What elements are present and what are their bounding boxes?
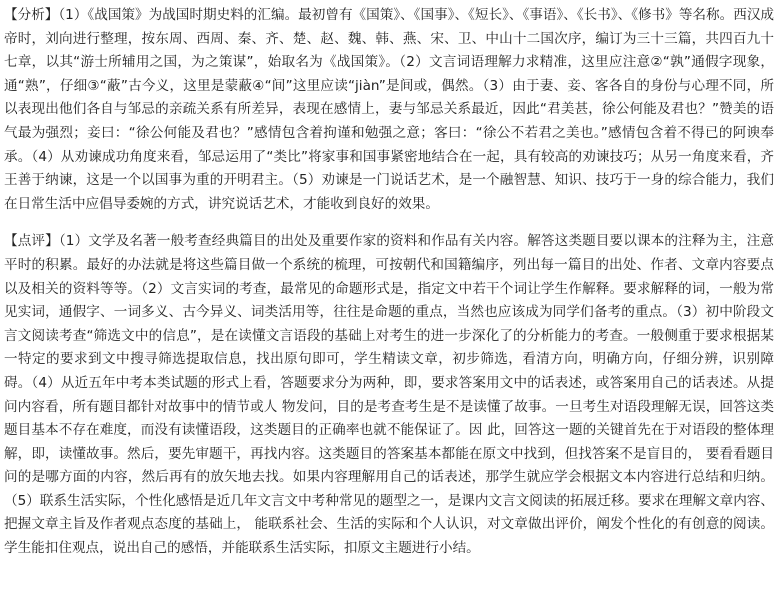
comment-tag: 【点评】	[4, 233, 59, 250]
analysis-tag: 【分析】	[4, 7, 59, 23]
section-spacer	[4, 216, 774, 230]
comment-section	[4, 230, 774, 560]
comment-text: （1）文学及名著一般考查经典篇目的出处及重要作家的资料和作品有关内容。解答这类题目要以课本的注释为主，注意平时的积累。最好的办法就是将这些篇目做一个系统的梳理，可按朝代和国籍编序，列出每一篇目的出处、作者、文章内容要点以及相关的资料等等。（2）文言实词的考查，最常见的命题形式是，指定文中若干个词让学生作解释。要求解释的词，一般为常见实词，通假字、一词多义、古今异义、词类活用等，往往是命题的重点，当然也应该成为同学们备考的重点。（3）初中阶段文言文阅读考查“筛选文中的信息”，是在读懂文言语段的基础上对考生的进一步深化了的分析能力的考查。一般侧重于要求根据某一特定的要求到文中搜寻筛选提取信息，找出原句即可，学生精读文章，初步筛选，看清方向，明确方向，仔细分辨，识别障碍。（4）从近五年中考本类试题的形式上看，答题要求分为两种，即，要求答案用文中的话表述，或答案用自己的话表述。从提问内容看，所有题目都针对故事中的情节或人 物发问，目的是考查考生是不是读懂了故事。一旦考生对语段理解无误，回答这类题目基本不存在难度，而没有读懂语段，这类题目的正确率也就不能保证了。因 此，回答这一题的关键首先在于对语段的整体理解，即，读懂故事。然后，要先审题干，再找内容。这类题目的答案基本都能在原文中找到，但找答案不是盲目的， 要看看题目问的是哪方面的内容，然后再有的放矢地去找。如果内容理解用自己的话表述，那学生就应学会根据文本内容进行总结和归纳。（5）联系生活实际，个性化感悟是近几年文言文中考种常见的题型之一，是课内文言文阅读的拓展迁移。要求在理解文章内容、把握文章主旨及作者观点态度的基础上， 能联系社会、生活的实际和个人认识，对文章做出评价，阐发个性化的有创意的阅读。学生能扣住观点，说出自己的感悟，并能联系生活实际，扣原文主题进行小结。	[4, 233, 774, 557]
analysis-section	[4, 4, 774, 216]
analysis-text: （1）《战国策》为战国时期史料的汇编。最初曾有《国策》、《国事》、《短长》、《事语》、《长书》、《修书》等名称。西汉成帝时，刘向进行整理，按东周、西周、秦、齐、楚、赵、魏、韩、燕、宋、卫、中山十二国次序，编订为三十三篇，共四百九十七章，以其“游士所辅用之国，为之策谋”，始取名为《战国策》。（2）文言词语理解力求精准，这里应注意②“孰”通假字现象，通“熟”，仔细③“蔽”古今义，这里是蒙蔽④“间”这里应读“jiàn”是间或，偶然。（3）由于妻、妾、客各自的身份与心理不同，所以表现出他们各自与邹忌的亲疏关系有所差异，表现在感情上，妻与邹忌关系最近，因此“君美甚，徐公何能及君也？”赞美的语气最为强烈；妾曰：“徐公何能及君也？”感情包含着拘谨和勉强之意；客曰：“徐公不若君之美也。”感情包含着不得已的阿谀奉承。（4）从劝谏成功角度来看，邹忌运用了“类比”将家事和国事紧密地结合在一起，具有较高的劝谏技巧；从另一角度来看，齐王善于纳谏，这是一个以国事为重的开明君主。（5）劝谏是一门说话艺术，是一个融智慧、知识、技巧于一身的综合能力，我们在日常生活中应倡导委婉的方式，讲究说话艺术，才能收到良好的效果。	[4, 7, 775, 212]
